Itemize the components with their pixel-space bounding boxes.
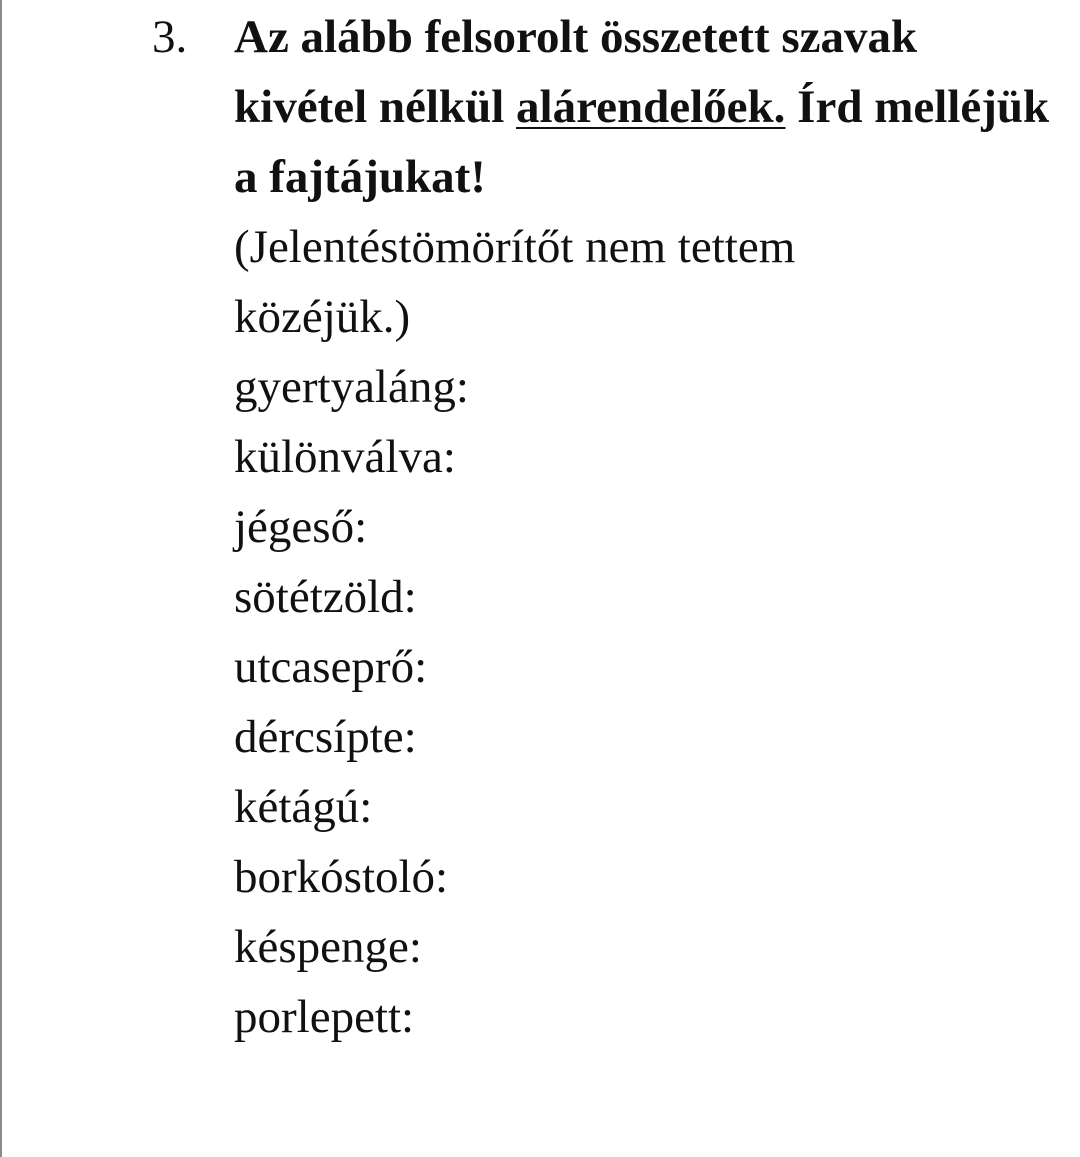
word-item: gyertyaláng: xyxy=(234,361,469,413)
word-item: jégeső: xyxy=(234,501,368,553)
word-item: utcaseprő: xyxy=(234,641,428,693)
instruction-underlined-word: alárendelőek. xyxy=(516,81,786,133)
instruction-part-2: Írd melléjük a fajtájukat! xyxy=(234,81,1050,203)
word-item: kétágú: xyxy=(234,781,373,833)
word-item: sötétzöld: xyxy=(234,571,417,623)
page-left-edge xyxy=(0,0,2,1157)
instruction-part-1: Az alább felsorolt összetett szavak kivétel nélkül xyxy=(234,11,918,133)
word-item: porlepett: xyxy=(234,991,415,1043)
word-item: késpenge: xyxy=(234,921,422,973)
task-number: 3. xyxy=(152,11,188,63)
word-item: dércsípte: xyxy=(234,711,417,763)
task-note: (Jelentéstömörítőt nem tettem közéjük.) xyxy=(234,221,796,343)
word-item: borkóstoló: xyxy=(234,851,449,903)
task-body xyxy=(234,2,1054,1052)
task-instruction xyxy=(234,2,1054,212)
word-item: különválva: xyxy=(234,431,456,483)
word-list xyxy=(234,352,1054,1052)
